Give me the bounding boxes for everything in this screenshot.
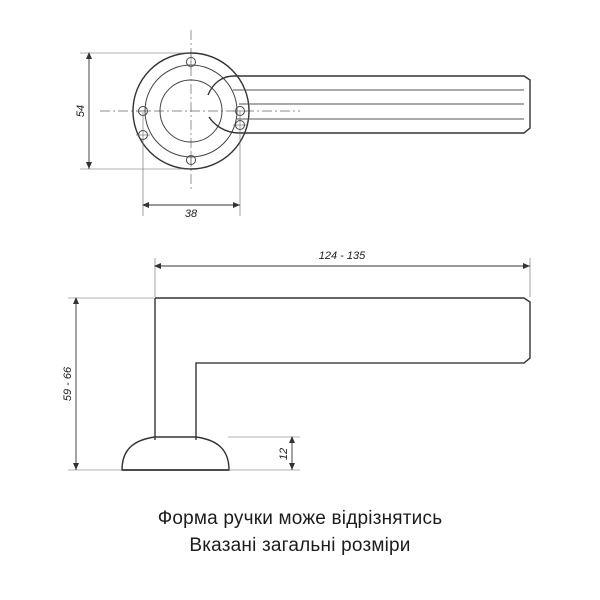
side-dim-height-extensions	[68, 298, 154, 470]
caption-line-2: Вказані загальні розміри	[189, 535, 411, 556]
lever-plan-body	[208, 76, 530, 133]
lever-side-body	[155, 298, 530, 440]
side-dim-length-extensions	[155, 258, 530, 297]
side-dim-length-label: 124 - 135	[318, 250, 366, 262]
caption-block	[0, 505, 600, 559]
side-dim-height-label: 59 - 66	[62, 366, 74, 402]
caption-line-1: Форма ручки може відрізнятись	[157, 508, 443, 529]
rosette-base	[122, 437, 229, 470]
top-dim-54-label: 54	[75, 104, 87, 118]
lever-plan-inner-lines	[233, 90, 524, 119]
side-dim-base-label: 12	[278, 447, 290, 461]
top-view	[75, 30, 530, 220]
top-dim-38-label: 38	[184, 208, 198, 220]
side-view	[62, 250, 530, 470]
